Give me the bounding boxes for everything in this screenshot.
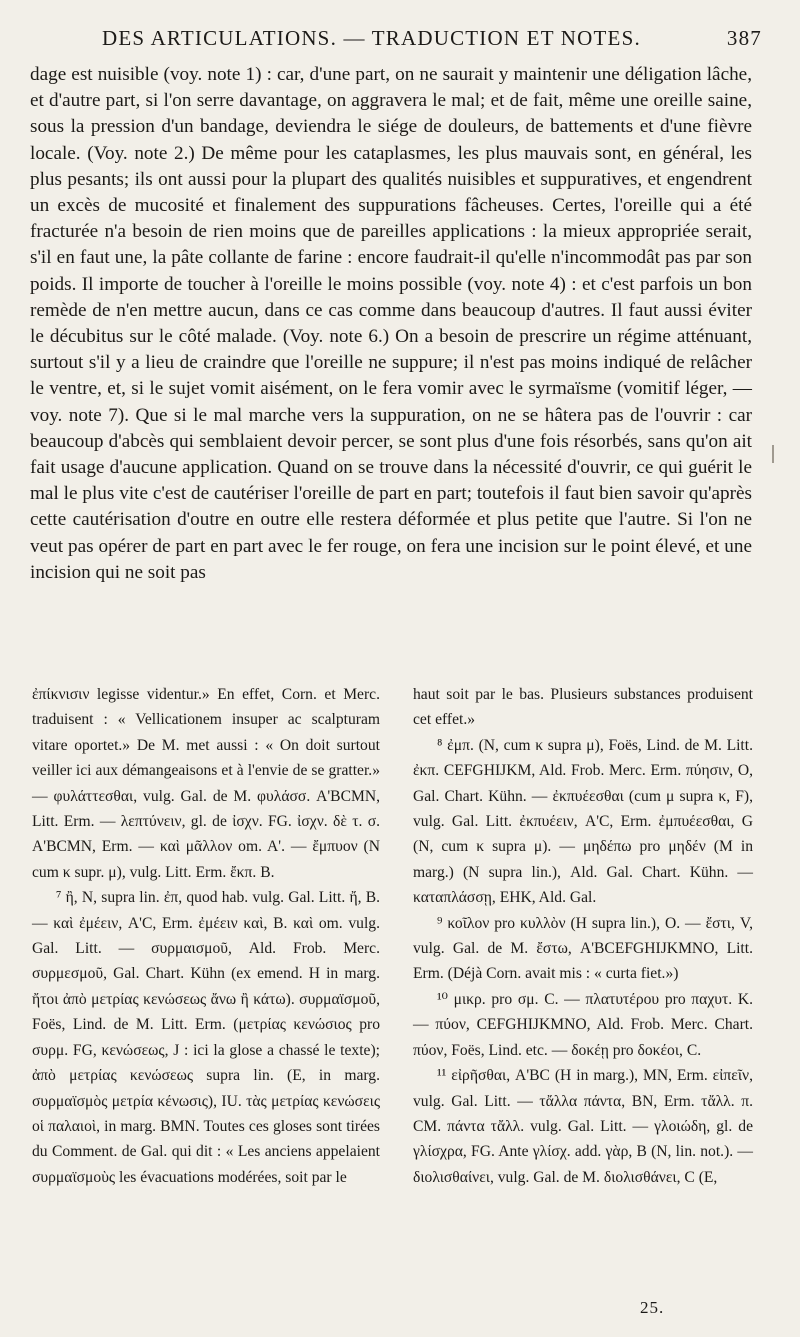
- note-right-10: ¹⁰ μικρ. pro σμ. C. — πλατυτέρου pro παχυτ. K. — πύον, CEFGHIJKMNO, Ald. Frob. Merc. Chart. πύον, Foës, Lind. etc. — δοκέῃ pro δοκέοι, C.: [413, 990, 753, 1059]
- notes-column-left: [32, 682, 380, 1190]
- note-left-7: ⁷ ἢ, N, supra lin. ἐπ, quod hab. vulg. Gal. Litt. ἤ, B. — καὶ ἐμέειν, A'C, Erm. ἐμέειν καὶ, B. καὶ om. vulg. Gal. Litt. — συρμαισμοῦ, Ald. Frob. Merc. συρμεσμοῦ, Gal. Chart. Kühn (ex emend. H in marg. ἤτοι ἀπὸ μετρίας κενώσεως ἄνω ἢ κάτω). συρμαϊσμοῦ, Foës, Lind. de M. Litt. Erm. (μετρίας κενώσιος pro συρμ. FG, κενώσεως, J : ici la glose a chassé le texte); ἀπὸ μετρίας κενώσεως supra lin. (E, in marg. συρμαϊσμὸς μετρία κένωσις), IU. τὰς μετρίας κενώσεις οἱ παλαιοὶ, in marg. BMN. Toutes ces gloses sont tirées du Comment. de Gal. qui dit : « Les anciens appelaient συρμαϊσμοὺς les évacuations modérées, soit par le: [32, 889, 380, 1186]
- note-right-continuation: haut soit par le bas. Plusieurs substances produisent cet effet.»: [413, 686, 753, 729]
- main-paragraph: dage est nuisible (voy. note 1) : car, d'une part, on ne saurait y maintenir une déligation lâche, et d'autre part, si l'on serre davantage, on aggravera le mal; et de fait, même une oreille saine, sous la pression d'un bandage, deviendra le siége de douleurs, de battements et d'une fièvre locale. (Voy. note 2.) De même pour les cataplasmes, les plus mauvais sont, en général, les plus pesants; ils ont aussi pour la plupart des qualités nuisibles et suppuratives, et engendrent un excès de mucosité et finalement des suppurations fâcheuses. Certes, l'oreille qui a été fracturée n'a besoin de rien moins que de pareilles applications : la mieux appropriée serait, s'il en faut une, la pâte collante de farine : encore faudrait-il qu'elle n'incommodât pas par son poids. Il importe de toucher à l'oreille le moins possible (voy. note 4) : et c'est parfois un bon remède de n'en mettre aucun, dans ce cas comme dans beaucoup d'autres. Il faut aussi éviter le décubitus sur le côté malade. (Voy. note 6.) On a besoin de prescrire un régime atténuant, surtout s'il y a lieu de craindre que l'oreille ne suppure; il n'est pas moins indiqué de relâcher le ventre, et, si le sujet vomit aisément, on le fera vomir avec le syrmaïsme (vomitif léger, — voy. note 7). Que si le mal marche vers la suppuration, on ne se hâtera pas de l'ouvrir : car beaucoup d'abcès qui semblaient devoir percer, se sont plus d'une fois résorbés, sans qu'on ait fait usage d'aucune application. Quand on se trouve dans la nécessité d'ouvrir, ce qui guérit le mal le plus vite c'est de cautériser l'oreille de part en part; toutefois il faut bien savoir qu'après cette cautérisation d'outre en outre elle restera déformée et plus petite que l'autre. Si l'on ne veut pas opérer de part en part avec le fer rouge, on fera une incision sur le point élevé, et une incision qui ne soit pas: [30, 64, 752, 583]
- note-right-11: ¹¹ εἰρῆσθαι, A'BC (H in marg.), MN, Erm. εἰπεῖν, vulg. Gal. Litt. — τἄλλα πάντα, BN, Erm. τἄλλ. π. CM. πάντα τἄλλ. vulg. Gal. Litt. — γλοιώδη, gl. de γλίσχρα, FG. Ante γλίσχ. add. γὰρ, B (N, lin. not.). — διολισθαίνει, vulg. Gal. de M. διολισθάνει, C (E,: [413, 1067, 753, 1186]
- page-number: 387: [726, 26, 762, 50]
- main-text-block: [30, 62, 752, 586]
- running-header: [30, 26, 762, 58]
- notes-column-right: [413, 682, 753, 1190]
- signature-mark: 25.: [640, 1298, 665, 1317]
- note-right-9: ⁹ κοῖλον pro κυλλὸν (H supra lin.), O. — ἔστι, V, vulg. Gal. de M. ἔστω, A'BCEFGHIJKMNO, Litt. Erm. (Déjà Corn. avait mis : « curta fiet.»): [413, 914, 753, 983]
- header-title: DES ARTICULATIONS. — TRADUCTION ET NOTES.: [102, 26, 641, 50]
- note-left-1: ἐπίκνισιν legisse videntur.» En effet, Corn. et Merc. traduisent : « Vellicationem insuper ac scalpturam vitare oportet.» De M. met aussi : « On doit surtout veiller ici aux démangeaisons et à l'envie de se gratter.» — φυλάττεσθαι, vulg. Gal. de M. φυλάσσ. A'BCMN, Litt. Erm. — λεπτύνειν, gl. de ἰσχν. FG. ἰσχν. δὲ τ. σ. A'BCMN, Erm. — καὶ μᾶλλον om. A'. — ἔμπυον (N cum κ supr. μ), vulg. Litt. Erm. ἔκπ. B.: [32, 686, 380, 881]
- margin-mark: [772, 445, 774, 463]
- note-right-8: ⁸ ἐμπ. (N, cum κ supra μ), Foës, Lind. de M. Litt. ἐκπ. CEFGHIJKM, Ald. Frob. Merc. Erm. πύησιν, O, Gal. Chart. Kühn. — ἐκπυέεσθαι (cum μ supra κ, F), vulg. Gal. Litt. ἐκπυέειν, A'C, Erm. ἐμπυέεσθαι, G (N, cum κ supra μ). — μηδέπω pro μηδέν (M in marg.) (N supra lin.), Ald. Gal. Chart. Kühn. — καταπλάσσῃ, EHK, Ald. Gal.: [413, 736, 753, 907]
